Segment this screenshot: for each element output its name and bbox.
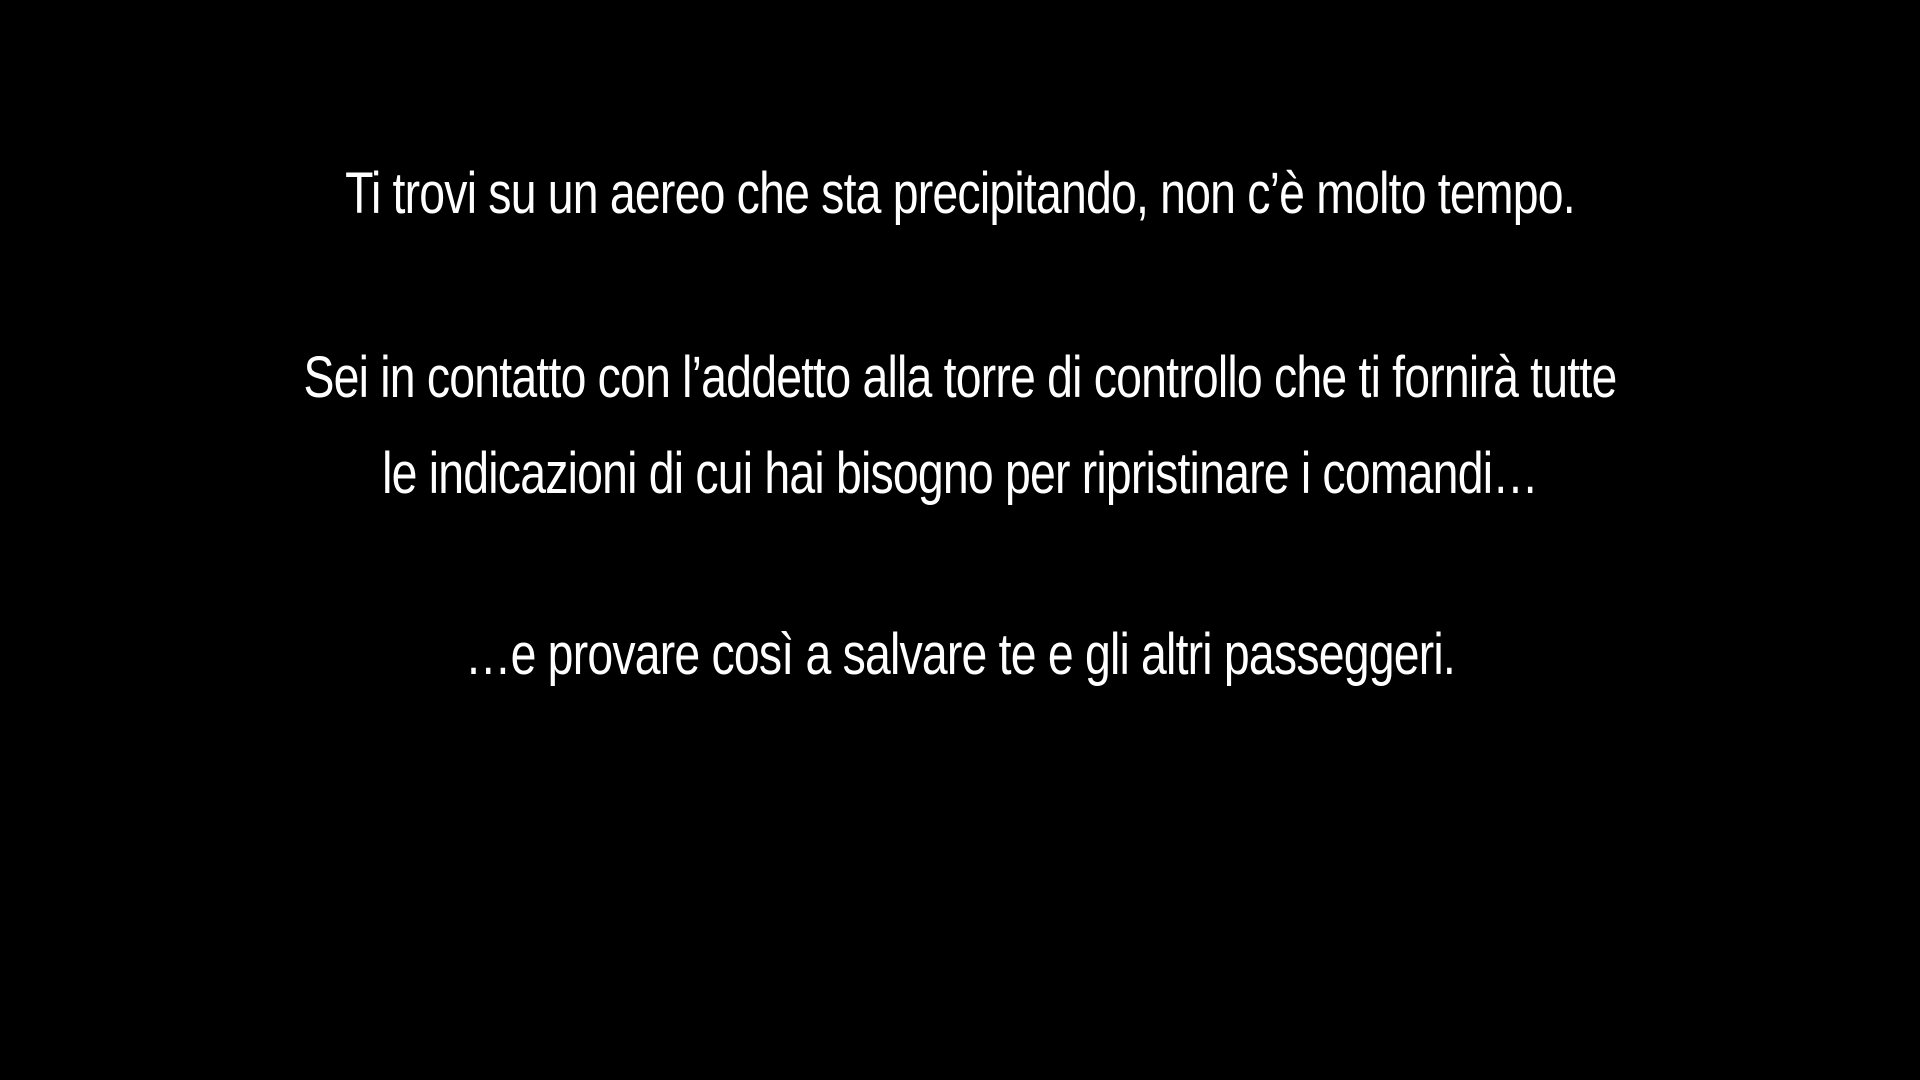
intro-paragraph-3: …e provare così a salvare te e gli altri passeggeri. — [464, 622, 1455, 687]
intro-paragraph-1: Ti trovi su un aereo che sta precipitando, non c’è molto tempo. — [345, 161, 1575, 226]
intro-paragraph-2: Sei in contatto con l’addetto alla torre di controllo che ti fornirà tutte le indicazioni di cui hai bisogno per ripristinare i comandi… — [303, 345, 1617, 506]
